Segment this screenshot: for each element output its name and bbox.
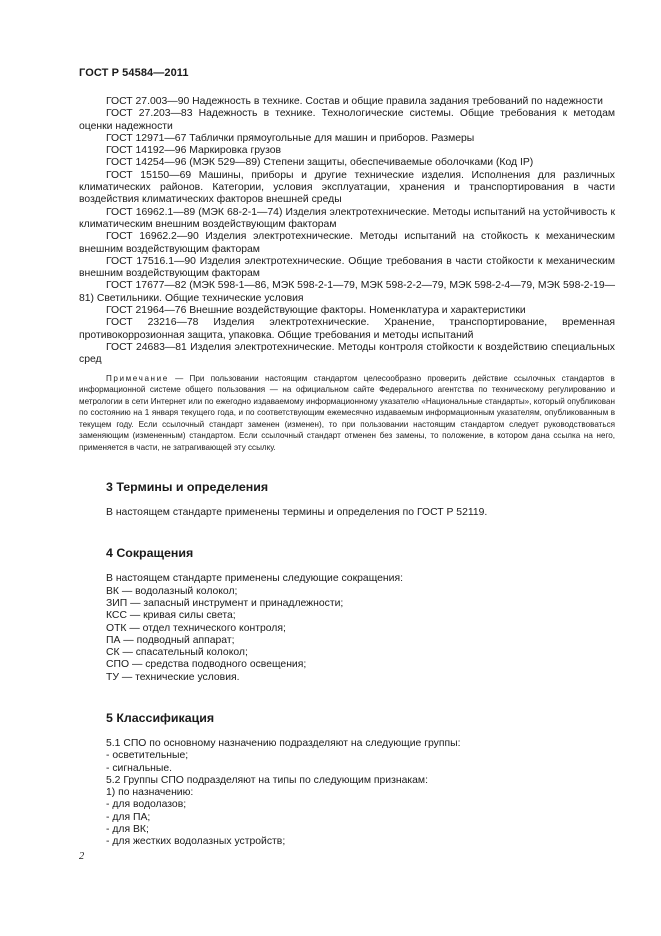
reference-item: ГОСТ 27.203—83 Надежность в технике. Технологические системы. Общие требования к методам оценки надежности: [79, 108, 615, 132]
classification-line: - для водолазов;: [106, 799, 187, 811]
section-4-intro: В настоящем стандарте применены следующие сокращения:: [106, 573, 403, 585]
section-3-title: 3 Термины и определения: [106, 480, 269, 495]
classification-line: 1) по назначению:: [106, 787, 194, 799]
reference-item: ГОСТ 16962.2—90 Изделия электротехнические. Методы испытаний на стойкость к механическим внешним воздействующим факторам: [79, 231, 615, 255]
reference-item: ГОСТ 14192—96 Маркировка грузов: [106, 145, 282, 157]
note-text: — При пользовании настоящим стандартом целесообразно проверить действие ссылочных стандартов в информационной системе общего пользования — на официальном сайте Федерального агентства по техническому регулированию и метрологии в сети Интернет или по ежегодно издаваемому информационному указателю «Национальные стандарты», который опубликован по состоянию на 1 января текущего года, и по соответствующим ежемесячно издаваемым информационным указателям, опубликованным в текущем году. Если ссылочный стандарт заменен (изменен), то при пользовании настоящим стандартом следует руководствоваться заменяющим (измененным) стандартом. Если ссылочный стандарт отменен без замены, то положение, в котором дана ссылка на него, применяется в части, не затрагивающей эту ссылку.: [79, 373, 615, 452]
reference-item: ГОСТ 14254—96 (МЭК 529—89) Степени защиты, обеспечиваемые оболочками (Код IP): [106, 157, 534, 169]
reference-item: ГОСТ 27.003—90 Надежность в технике. Состав и общие правила задания требований по надежности: [106, 96, 603, 107]
section-4-title: 4 Сокращения: [106, 546, 194, 561]
note-paragraph: [79, 373, 615, 454]
reference-item: ГОСТ 17677—82 (МЭК 598-1—86, МЭК 598-2-1—79, МЭК 598-2-2—79, МЭК 598-2-4—79, МЭК 598-2-19—81) Светильники. Общие технические условия: [79, 280, 615, 304]
references-list: [79, 96, 615, 367]
abbreviation-item: КСС — кривая силы света;: [106, 610, 236, 622]
reference-item: ГОСТ 17516.1—90 Изделия электротехнические. Общие требования в части стойкости к механическим внешним воздействующим факторам: [79, 255, 615, 280]
abbreviation-item: ОТК — отдел технического контроля;: [106, 622, 286, 634]
reference-item: ГОСТ 12971—67 Таблички прямоугольные для машин и приборов. Размеры: [106, 132, 475, 144]
classification-line: - для ВК;: [106, 824, 149, 836]
section-5-title: 5 Классификация: [106, 711, 215, 725]
reference-item: ГОСТ 21964—76 Внешние воздействующие факторы. Номенклатура и характеристики: [106, 305, 526, 317]
section-3-text: В настоящем стандарте применены термины и определения по ГОСТ Р 52119.: [106, 507, 488, 519]
classification-line: 5.1 СПО по основному назначению подразделяют на следующие группы:: [106, 738, 461, 749]
classification-line: - для жестких водолазных устройств;: [106, 836, 286, 848]
classification-line: 5.2 Группы СПО подразделяют на типы по следующим признакам:: [106, 774, 428, 786]
classification-list: [79, 738, 615, 849]
reference-item: ГОСТ 15150—69 Машины, приборы и другие технические изделия. Исполнения для различных климатических районов. Категории, условия эксплуатации, хранения и транспортирования в части воздействия климатических факторов внешней среды: [79, 169, 615, 206]
abbreviation-item: ВК — водолазный колокол;: [106, 585, 238, 597]
page-header: ГОСТ Р 54584—2011: [79, 67, 189, 79]
note-label: Примечание: [106, 373, 169, 383]
classification-line: - сигнальные.: [106, 762, 173, 774]
abbreviation-item: ЗИП — запасный инструмент и принадлежности;: [106, 597, 344, 609]
reference-item: ГОСТ 23216—78 Изделия электротехнические. Хранение, транспортирование, временная противокоррозионная защита, упаковка. Общие требования и методы испытаний: [79, 317, 615, 341]
page-content: [79, 96, 615, 849]
abbreviation-item: ТУ — технические условия.: [106, 671, 240, 683]
abbreviation-item: СК — спасательный колокол;: [106, 647, 248, 659]
reference-item: ГОСТ 24683—81 Изделия электротехнические. Методы контроля стойкости к воздействию специальных сред: [79, 341, 615, 366]
abbreviation-item: ПА — подводный аппарат;: [106, 634, 235, 646]
classification-line: - для ПА;: [106, 811, 151, 823]
reference-item: ГОСТ 16962.1—89 (МЭК 68-2-1—74) Изделия электротехнические. Методы испытаний на устойчивость к климатическим внешним воздействующим факторам: [79, 206, 615, 230]
page-number: 2: [79, 851, 85, 862]
classification-line: - осветительные;: [106, 750, 189, 762]
abbreviations-list: [79, 573, 615, 684]
abbreviation-item: СПО — средства подводного освещения;: [106, 659, 307, 671]
